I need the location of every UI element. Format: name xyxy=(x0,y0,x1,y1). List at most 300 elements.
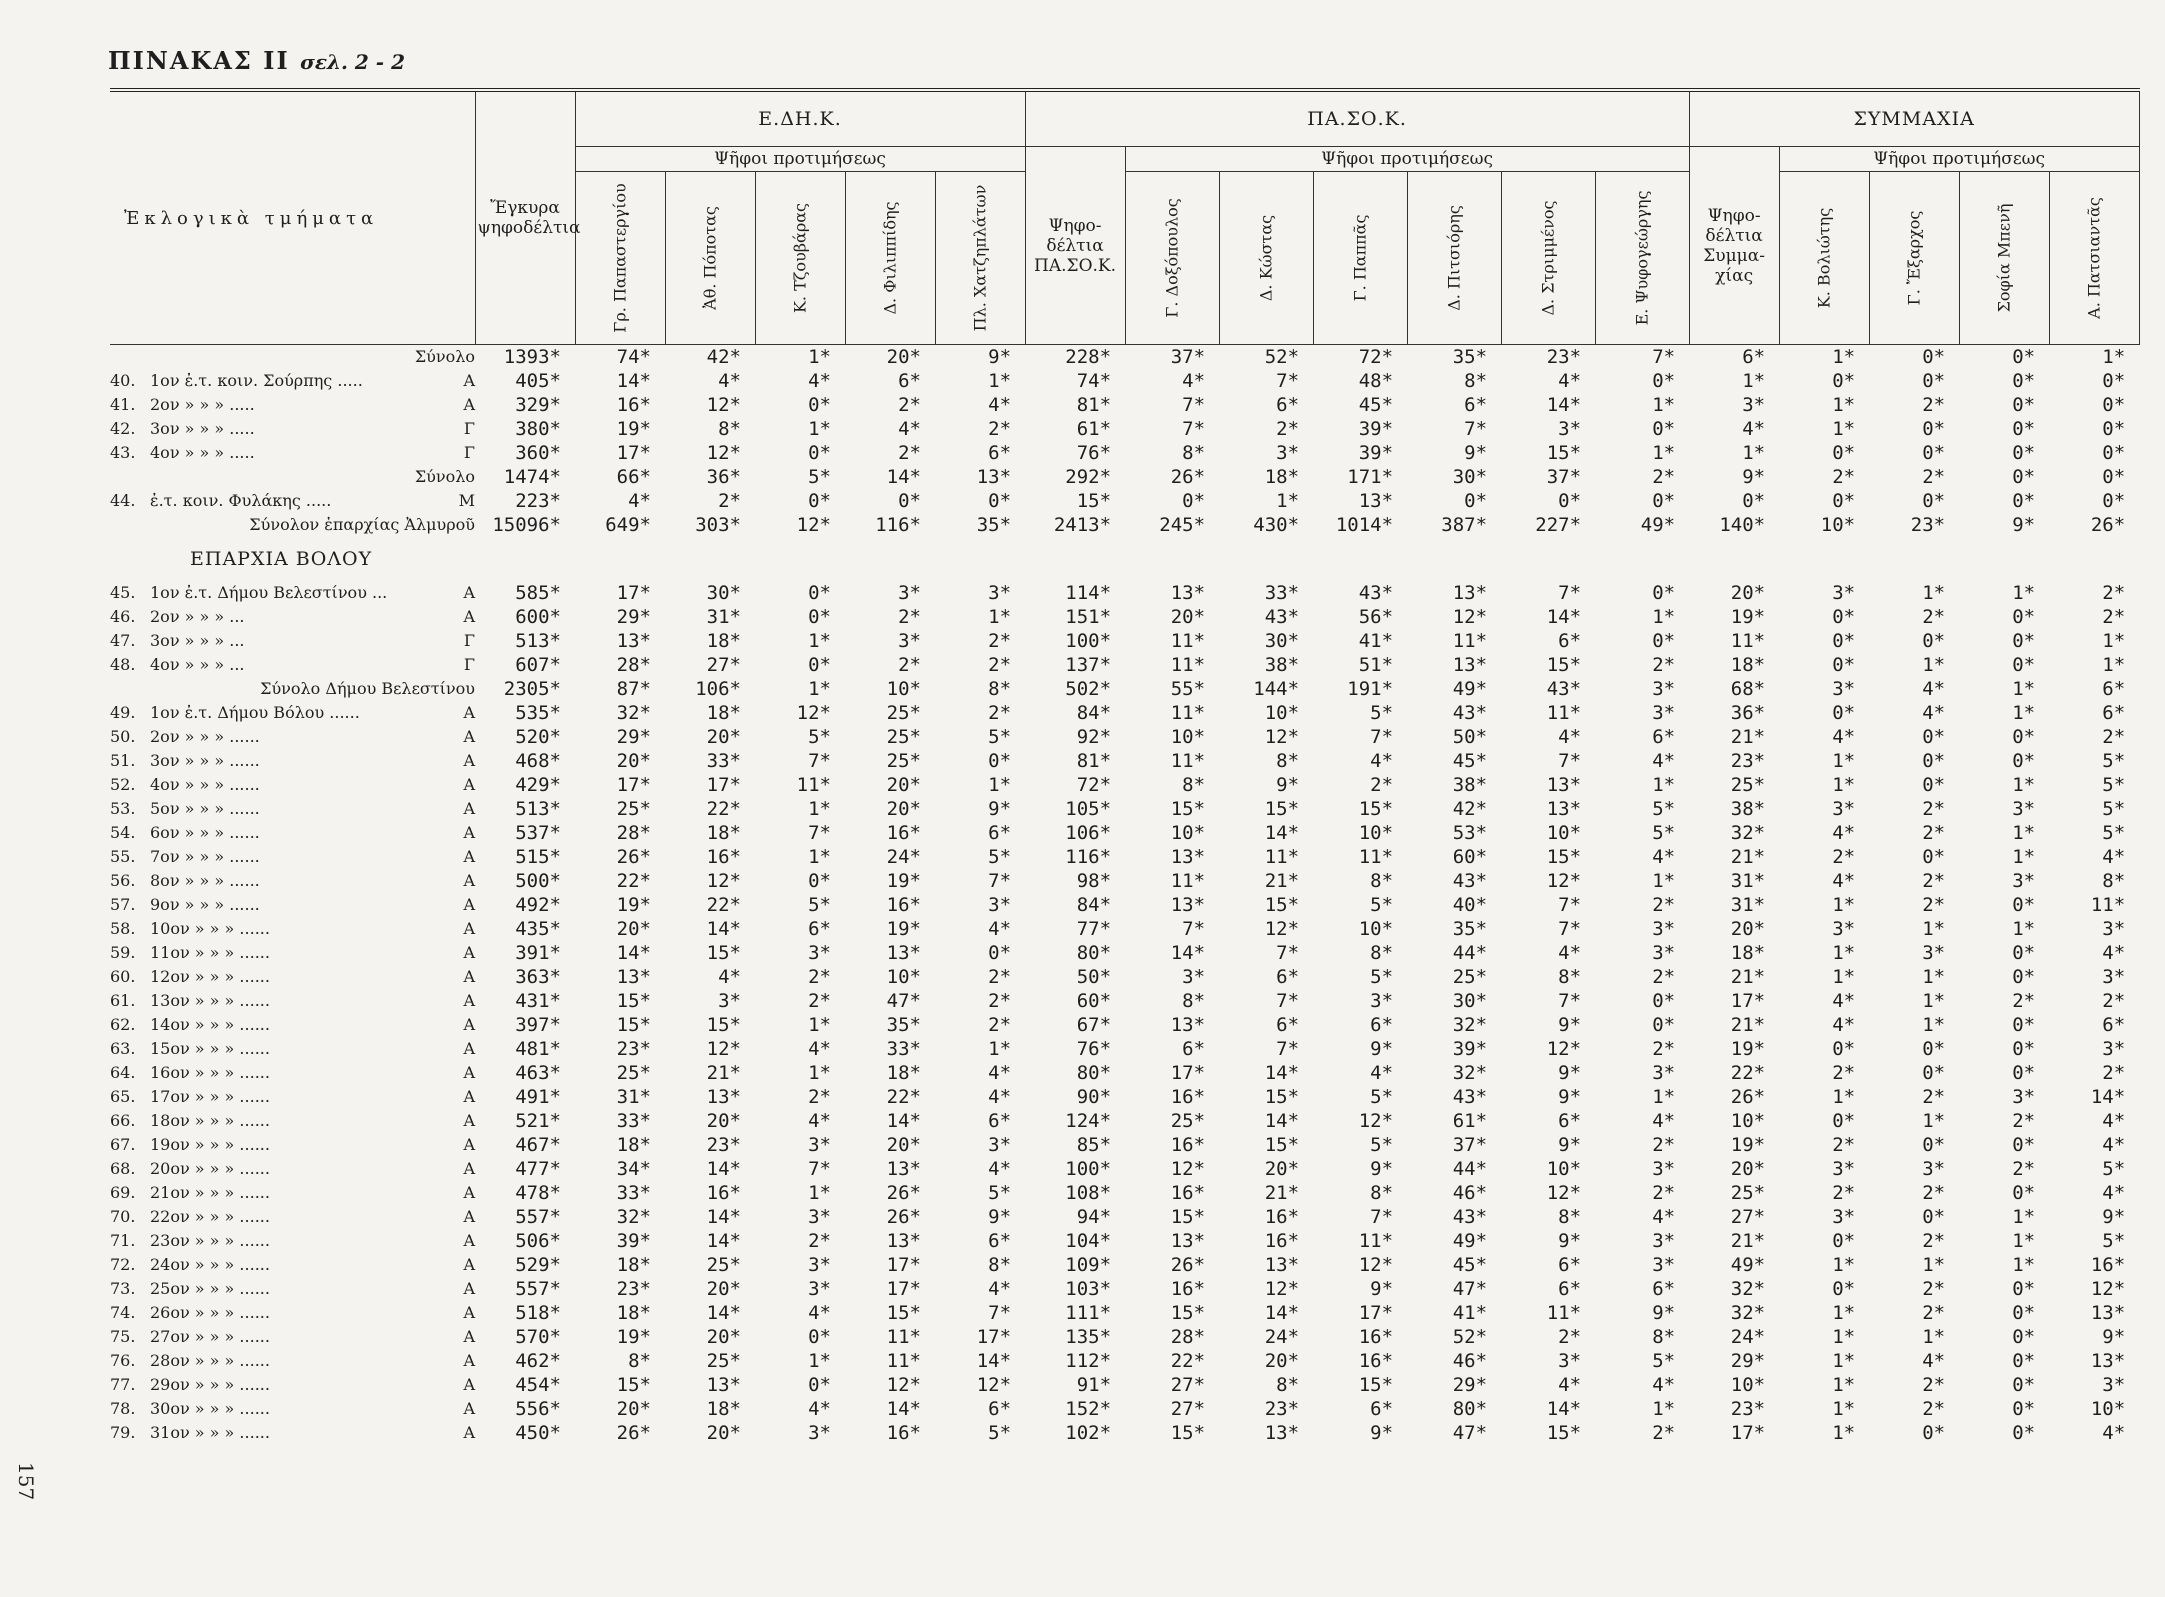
table-cell: 0* xyxy=(2102,393,2126,416)
table-cell: 5* xyxy=(1652,1349,1676,1372)
table-cell: 12* xyxy=(976,1373,1012,1396)
row-code: Σύνολο xyxy=(414,467,475,486)
table-cell: 0* xyxy=(1922,1421,1946,1444)
table-cell: 26* xyxy=(1170,1253,1206,1276)
table-cell: 2* xyxy=(988,965,1012,988)
row-label xyxy=(110,605,475,629)
table-cell: 12* xyxy=(796,513,831,536)
table-cell: 7* xyxy=(1464,417,1488,440)
table-cell: 380* xyxy=(515,417,561,440)
table-cell: 26* xyxy=(1730,1085,1766,1108)
table-cell: 3* xyxy=(1742,393,1766,416)
row-number: 67. xyxy=(110,1135,136,1154)
table-cell: 0* xyxy=(1832,629,1856,652)
table-cell: 9* xyxy=(1558,1013,1582,1036)
table-cell: 463* xyxy=(515,1061,561,1084)
table-row xyxy=(110,345,2139,369)
table-cell: 0* xyxy=(1922,345,1946,368)
table-cell: 4* xyxy=(1370,1061,1394,1084)
row-code: Α xyxy=(463,1375,475,1394)
table-cell: 11* xyxy=(886,1325,921,1348)
table-cell: 0* xyxy=(2102,489,2126,512)
row-label xyxy=(110,1085,475,1109)
table-cell: 6* xyxy=(2102,677,2126,700)
table-cell: 0* xyxy=(2012,941,2036,964)
table-cell: 0* xyxy=(1922,845,1946,868)
table-cell: 32* xyxy=(1452,1013,1488,1036)
row-name: 20ον » » » ...... xyxy=(150,1159,270,1178)
row-number: 54. xyxy=(110,823,136,842)
row-number: 50. xyxy=(110,727,136,746)
table-cell: 74* xyxy=(616,345,651,368)
table-cell: 0* xyxy=(1832,1229,1856,1252)
table-cell: 9* xyxy=(2012,513,2036,536)
row-code: Α xyxy=(463,847,475,866)
table-cell: 292* xyxy=(1065,465,1112,488)
table-cell: 0* xyxy=(1832,1037,1856,1060)
table-cell: 15* xyxy=(1170,797,1206,820)
table-cell: 223* xyxy=(515,489,561,512)
table-cell: 491* xyxy=(515,1085,561,1108)
page-title xyxy=(108,46,405,75)
table-cell: 1* xyxy=(2102,629,2126,652)
table-cell: 9* xyxy=(988,797,1012,820)
table-cell: 103* xyxy=(1065,1277,1112,1300)
table-cell: 1* xyxy=(808,1013,831,1036)
table-cell: 4* xyxy=(1652,1109,1676,1132)
table-cell: 585* xyxy=(515,581,561,604)
table-cell: 0* xyxy=(2012,653,2036,676)
table-cell: 1* xyxy=(1652,1085,1676,1108)
table-cell: 0* xyxy=(988,749,1012,772)
pref-votes-edik: Ψῆφοι προτιμήσεως xyxy=(575,147,1025,172)
table-cell: 21* xyxy=(1730,845,1766,868)
row-name: 24ον » » » ...... xyxy=(150,1255,270,1274)
table-cell: 3* xyxy=(1652,1157,1676,1180)
table-cell: 102* xyxy=(1065,1421,1112,1444)
row-number: 55. xyxy=(110,847,136,866)
table-cell: 9* xyxy=(2102,1205,2126,1228)
table-cell: 37* xyxy=(1170,345,1206,368)
party-edik: Ε.ΔΗ.Κ. xyxy=(575,90,1025,147)
table-cell: 9* xyxy=(1370,1037,1394,1060)
table-cell: 5* xyxy=(1370,893,1394,916)
table-cell: 18* xyxy=(616,1253,651,1276)
table-cell: 25* xyxy=(886,701,921,724)
table-cell: 3* xyxy=(2012,1085,2036,1108)
table-cell: 10* xyxy=(1358,821,1394,844)
table-cell: 3* xyxy=(1922,1157,1946,1180)
table-cell: 6* xyxy=(1558,629,1582,652)
table-cell: 6* xyxy=(1742,345,1766,368)
table-cell: 50* xyxy=(1452,725,1488,748)
table-cell: 14* xyxy=(706,1157,741,1180)
table-cell: 16* xyxy=(1170,1085,1206,1108)
table-cell: 16* xyxy=(1358,1349,1394,1372)
table-cell: 32* xyxy=(1730,821,1766,844)
table-row xyxy=(110,1373,2139,1397)
table-cell: 518* xyxy=(515,1301,561,1324)
table-cell: 114* xyxy=(1065,581,1112,604)
cand-symmachia-3 xyxy=(2049,172,2139,345)
row-label xyxy=(110,1325,475,1349)
row-label xyxy=(110,1157,475,1181)
table-cell: 4* xyxy=(2102,1421,2126,1444)
table-cell: 8* xyxy=(988,677,1012,700)
table-cell: 13* xyxy=(1546,773,1582,796)
table-cell: 478* xyxy=(515,1181,561,1204)
row-number: 66. xyxy=(110,1111,136,1130)
table-cell: 32* xyxy=(616,1205,651,1228)
table-cell: 3* xyxy=(988,581,1012,604)
table-cell: 60* xyxy=(1452,845,1488,868)
table-cell: 450* xyxy=(515,1421,561,1444)
row-number: 77. xyxy=(110,1375,136,1394)
table-cell: 4* xyxy=(1832,725,1856,748)
table-cell: 2* xyxy=(2102,725,2126,748)
table-cell: 477* xyxy=(515,1157,561,1180)
table-cell: 1* xyxy=(1832,1085,1856,1108)
table-cell: 32* xyxy=(1730,1301,1766,1324)
table-cell: 0* xyxy=(2012,345,2036,368)
row-label xyxy=(110,629,475,653)
table-cell: 3* xyxy=(1652,941,1676,964)
row-code: Α xyxy=(463,395,475,414)
table-cell: 0* xyxy=(1558,489,1582,512)
table-cell: 111* xyxy=(1065,1301,1112,1324)
table-cell: 2* xyxy=(1832,465,1856,488)
row-label xyxy=(110,441,475,465)
table-cell: 8* xyxy=(1370,941,1394,964)
table-cell: 0* xyxy=(2012,1373,2036,1396)
table-cell: 12* xyxy=(1546,1037,1582,1060)
table-cell: 14* xyxy=(1264,1109,1300,1132)
table-cell: 570* xyxy=(515,1325,561,1348)
table-cell: 2* xyxy=(1922,605,1946,628)
table-cell: 19* xyxy=(1730,1133,1766,1156)
table-cell: 80* xyxy=(1076,1061,1112,1084)
table-cell: 1* xyxy=(1832,749,1856,772)
row-name: 1ον ἐ.τ. κοιν. Σούρπης ..... xyxy=(150,371,363,390)
table-cell: 39* xyxy=(1358,417,1394,440)
table-cell: 12* xyxy=(886,1373,921,1396)
table-cell: 52* xyxy=(1264,345,1300,368)
table-cell: 2* xyxy=(988,417,1012,440)
table-row xyxy=(110,489,2139,513)
table-cell: 15* xyxy=(1264,797,1300,820)
row-number: 47. xyxy=(110,631,136,650)
table-cell: 7* xyxy=(1558,749,1582,772)
table-subtitle: σελ. 2 - 2 xyxy=(300,50,405,74)
row-label xyxy=(110,893,475,917)
table-cell: 5* xyxy=(1370,1133,1394,1156)
row-name: 22ον » » » ...... xyxy=(150,1207,270,1226)
row-label xyxy=(110,1349,475,1373)
table-cell: 5* xyxy=(1652,821,1676,844)
table-cell: 1* xyxy=(988,1037,1012,1060)
table-cell: 81* xyxy=(1076,749,1112,772)
table-cell: 0* xyxy=(1922,369,1946,392)
row-code: Α xyxy=(463,1327,475,1346)
table-cell: 4* xyxy=(718,965,741,988)
table-cell: 7* xyxy=(1182,417,1206,440)
table-cell: 1* xyxy=(1832,417,1856,440)
table-cell: 0* xyxy=(2012,1421,2036,1444)
table-row xyxy=(110,441,2139,465)
table-cell: 1* xyxy=(2012,821,2036,844)
table-cell: 23* xyxy=(1546,345,1582,368)
row-code: Γ xyxy=(463,443,475,462)
table-cell: 20* xyxy=(886,345,921,368)
table-cell: 9* xyxy=(1370,1157,1394,1180)
table-cell: 7* xyxy=(1276,989,1300,1012)
table-cell: 10* xyxy=(886,677,921,700)
table-cell: 15* xyxy=(616,1013,651,1036)
table-cell: 20* xyxy=(1730,1157,1766,1180)
table-cell: 20* xyxy=(1730,581,1766,604)
table-cell: 108* xyxy=(1065,1181,1112,1204)
row-name: 11ον » » » ...... xyxy=(150,943,270,962)
table-cell: 0* xyxy=(1652,489,1676,512)
table-cell: 3* xyxy=(898,629,921,652)
table-cell: 0* xyxy=(2102,465,2126,488)
table-cell: 1* xyxy=(1652,605,1676,628)
page-number: 157 xyxy=(14,1462,38,1501)
table-cell: 1* xyxy=(808,797,831,820)
rowhead-sections: Ἐκλογικὰ τμήματα xyxy=(110,90,475,345)
table-cell: 3* xyxy=(2012,869,2036,892)
table-cell: 13* xyxy=(1170,893,1206,916)
row-number: 65. xyxy=(110,1087,136,1106)
table-cell: 0* xyxy=(2012,1037,2036,1060)
table-cell: 2* xyxy=(808,1085,831,1108)
table-cell: 3* xyxy=(898,581,921,604)
table-cell: 18* xyxy=(886,1061,921,1084)
table-cell: 3* xyxy=(988,1133,1012,1156)
table-cell: 49* xyxy=(1640,513,1676,536)
row-name: 9ον » » » ...... xyxy=(150,895,260,914)
table-cell: 1* xyxy=(2012,701,2036,724)
table-cell: 0* xyxy=(2012,441,2036,464)
row-label xyxy=(110,1061,475,1085)
table-cell: 1* xyxy=(1922,1109,1946,1132)
row-code: Σύνολον ἐπαρχίας Ἀλμυροῦ xyxy=(249,515,475,534)
table-cell: 13* xyxy=(1264,1253,1300,1276)
table-cell: 43* xyxy=(1264,605,1300,628)
table-row xyxy=(110,417,2139,441)
table-cell: 15* xyxy=(706,941,741,964)
table-cell: 0* xyxy=(1922,489,1946,512)
row-code: Α xyxy=(463,1231,475,1250)
row-code: Α xyxy=(463,919,475,938)
table-cell: 2* xyxy=(1922,1181,1946,1204)
table-cell: 15* xyxy=(706,1013,741,1036)
table-cell: 4* xyxy=(2102,941,2126,964)
table-cell: 0* xyxy=(2012,369,2036,392)
table-row xyxy=(110,917,2139,941)
cand-pasok-5 xyxy=(1595,172,1689,345)
table-cell: 31* xyxy=(1730,893,1766,916)
table-cell: 16* xyxy=(2090,1253,2126,1276)
table-cell: 36* xyxy=(1730,701,1766,724)
table-cell: 9* xyxy=(2102,1325,2126,1348)
row-label xyxy=(110,797,475,821)
table-cell: 14* xyxy=(976,1349,1012,1372)
row-name: 8ον » » » ...... xyxy=(150,871,260,890)
row-number: 64. xyxy=(110,1063,136,1082)
row-name: 18ον » » » ...... xyxy=(150,1111,270,1130)
table-cell: 1* xyxy=(808,1349,831,1372)
table-cell: 11* xyxy=(796,773,831,796)
table-cell: 2* xyxy=(1922,869,1946,892)
row-label xyxy=(110,369,475,393)
row-code: Α xyxy=(463,1351,475,1370)
table-cell: 8* xyxy=(1370,869,1394,892)
table-cell: 430* xyxy=(1253,513,1300,536)
table-cell: 135* xyxy=(1065,1325,1112,1348)
row-name: 2ον » » » ... xyxy=(150,607,245,626)
table-cell: 5* xyxy=(2102,821,2126,844)
row-number: 49. xyxy=(110,703,136,722)
table-cell: 84* xyxy=(1076,701,1112,724)
table-cell: 3* xyxy=(718,989,741,1012)
table-cell: 14* xyxy=(706,1205,741,1228)
table-cell: 2* xyxy=(1832,1133,1856,1156)
table-cell: 23* xyxy=(1264,1397,1300,1420)
table-cell: 19* xyxy=(886,917,921,940)
row-name: 12ον » » » ...... xyxy=(150,967,270,986)
row-name: 3ον » » » ...... xyxy=(150,751,260,770)
table-cell: 15* xyxy=(1264,1085,1300,1108)
table-cell: 36* xyxy=(706,465,741,488)
table-cell: 53* xyxy=(1452,821,1488,844)
table-cell: 13* xyxy=(1170,1013,1206,1036)
table-cell: 1* xyxy=(808,1181,831,1204)
table-cell: 38* xyxy=(1452,773,1488,796)
table-cell: 14* xyxy=(1264,821,1300,844)
table-cell: 21* xyxy=(1264,869,1300,892)
table-cell: 2* xyxy=(1922,465,1946,488)
table-cell: 37* xyxy=(1452,1133,1488,1156)
table-cell: 22* xyxy=(706,797,741,820)
table-cell: 13* xyxy=(1546,797,1582,820)
table-cell: 32* xyxy=(616,701,651,724)
table-cell: 3* xyxy=(2102,1037,2126,1060)
table-cell: 104* xyxy=(1065,1229,1112,1252)
table-cell: 52* xyxy=(1452,1325,1488,1348)
table-cell: 1* xyxy=(1832,1301,1856,1324)
table-cell: 17* xyxy=(616,773,651,796)
table-cell: 9* xyxy=(1558,1229,1582,1252)
table-body xyxy=(110,345,2139,1445)
table-cell: 0* xyxy=(1742,489,1766,512)
table-cell: 2* xyxy=(1922,821,1946,844)
table-cell: 10* xyxy=(1730,1373,1766,1396)
row-name: 4ον » » » ...... xyxy=(150,775,260,794)
row-number: 75. xyxy=(110,1327,136,1346)
table-cell: 18* xyxy=(706,701,741,724)
table-cell: 13* xyxy=(1358,489,1394,512)
table-cell: 33* xyxy=(706,749,741,772)
table-cell: 1* xyxy=(1832,1373,1856,1396)
table-cell: 17* xyxy=(886,1277,921,1300)
table-cell: 515* xyxy=(515,845,561,868)
table-cell: 5* xyxy=(988,1181,1012,1204)
cand-pasok-2 xyxy=(1313,172,1407,345)
table-cell: 20* xyxy=(886,773,921,796)
table-cell: 1* xyxy=(2012,845,2036,868)
table-cell: 22* xyxy=(1170,1349,1206,1372)
table-cell: 4* xyxy=(1182,369,1206,392)
table-cell: 11* xyxy=(1546,701,1582,724)
table-cell: 61* xyxy=(1452,1109,1488,1132)
table-cell: 11* xyxy=(1730,629,1766,652)
row-number: 70. xyxy=(110,1207,136,1226)
table-cell: 0* xyxy=(1922,1133,1946,1156)
cand-pasok-4 xyxy=(1501,172,1595,345)
table-cell: 9* xyxy=(988,345,1012,368)
table-cell: 6* xyxy=(1464,393,1488,416)
table-cell: 15096* xyxy=(492,513,561,536)
table-cell: 3* xyxy=(1182,965,1206,988)
table-cell: 3* xyxy=(1832,677,1856,700)
table-cell: 1* xyxy=(988,369,1012,392)
table-cell: 405* xyxy=(515,369,561,392)
table-cell: 5* xyxy=(808,725,831,748)
cand-symmachia-0 xyxy=(1779,172,1869,345)
row-code: Α xyxy=(463,1279,475,1298)
table-cell: 468* xyxy=(515,749,561,772)
table-cell: 0* xyxy=(1832,441,1856,464)
table-cell: 25* xyxy=(706,1349,741,1372)
table-cell: 0* xyxy=(988,489,1012,512)
table-cell: 18* xyxy=(616,1301,651,1324)
row-name: 7ον » » » ...... xyxy=(150,847,260,866)
table-cell: 18* xyxy=(1264,465,1300,488)
row-name: 4ον » » » ... xyxy=(150,655,245,674)
table-cell: 8* xyxy=(1276,749,1300,772)
table-cell: 1* xyxy=(1832,345,1856,368)
row-number: 76. xyxy=(110,1351,136,1370)
table-cell: 10* xyxy=(1820,513,1856,536)
table-cell: 2413* xyxy=(1053,513,1112,536)
table-cell: 1* xyxy=(1742,369,1766,392)
table-cell: 2* xyxy=(988,629,1012,652)
table-cell: 15* xyxy=(1170,1301,1206,1324)
table-cell: 2* xyxy=(898,605,921,628)
table-cell: 0* xyxy=(2102,441,2126,464)
table-cell: 0* xyxy=(1652,629,1676,652)
table-row xyxy=(110,1061,2139,1085)
row-label xyxy=(110,1253,475,1277)
table-cell: 16* xyxy=(706,845,741,868)
row-number: 62. xyxy=(110,1015,136,1034)
table-cell: 18* xyxy=(1730,653,1766,676)
table-cell: 15* xyxy=(616,1373,651,1396)
cand-edik-2 xyxy=(755,172,845,345)
table-cell: 14* xyxy=(886,1109,921,1132)
table-cell: 24* xyxy=(886,845,921,868)
row-name: 15ον » » » ...... xyxy=(150,1039,270,1058)
table-cell: 27* xyxy=(1730,1205,1766,1228)
table-cell: 21* xyxy=(1730,1229,1766,1252)
table-cell: 1* xyxy=(1922,581,1946,604)
table-cell: 13* xyxy=(1170,1229,1206,1252)
table-cell: 10* xyxy=(1358,917,1394,940)
table-cell: 15* xyxy=(886,1301,921,1324)
table-cell: 329* xyxy=(515,393,561,416)
table-cell: 7* xyxy=(988,1301,1012,1324)
